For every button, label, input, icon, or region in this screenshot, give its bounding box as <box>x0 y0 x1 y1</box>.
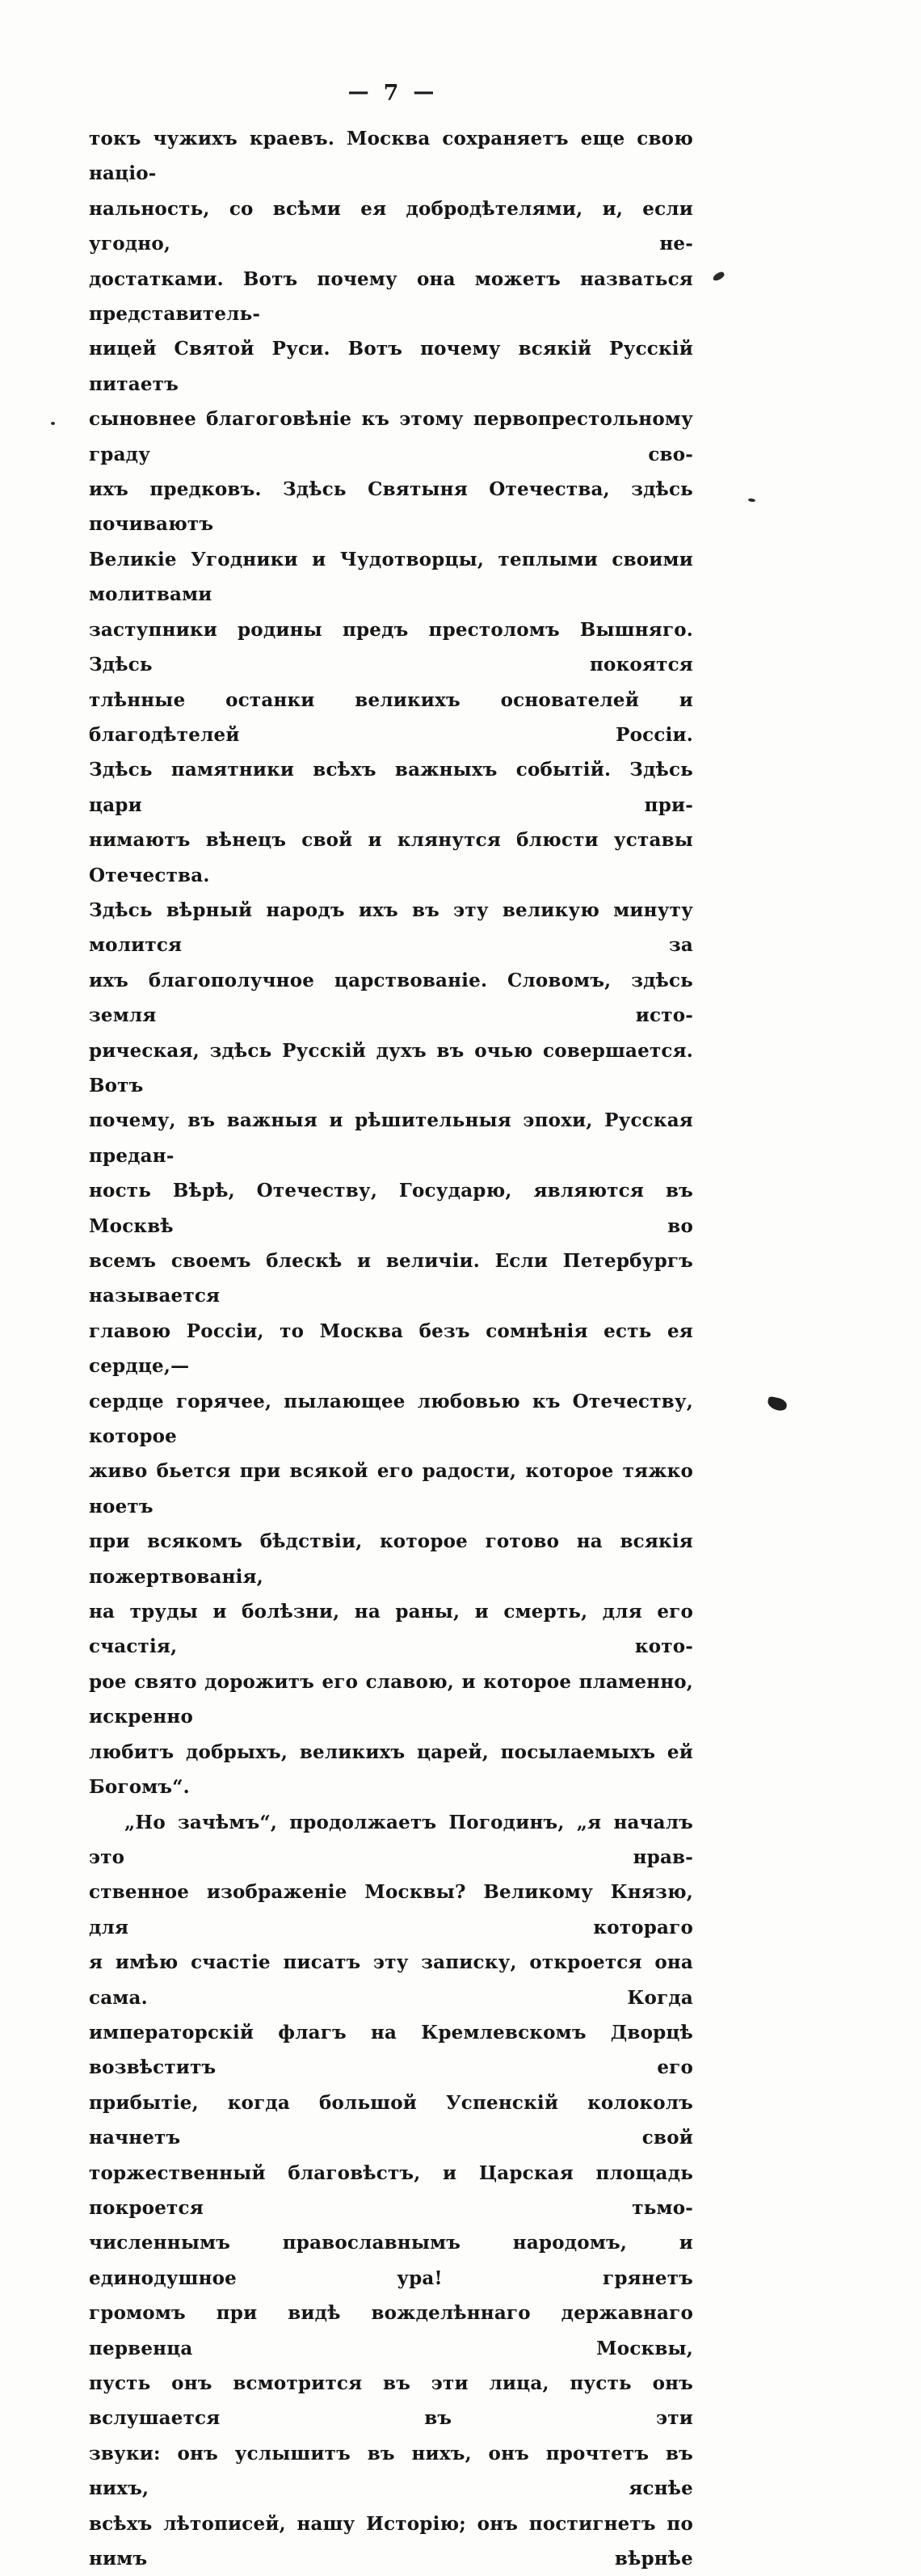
text-line: ницей Святой Руси. Вотъ почему всякій Русскій питаетъ <box>89 338 693 395</box>
text-line: ность Вѣрѣ, Отечеству, Государю, являются въ Москвѣ во <box>89 1180 693 1237</box>
text-line: сердце горячее, пылающее любовью къ Отечеству, которое <box>89 1390 693 1448</box>
ink-speck <box>767 1396 789 1412</box>
text-line: заступники родины предъ престоломъ Вышняго. Здѣсь покоятся <box>89 618 693 676</box>
text-line: главою Россіи, то Москва безъ сомнѣнія есть ея сердце,— <box>89 1320 693 1378</box>
text-line: всемъ своемъ блескѣ и величіи. Если Петербургъ называется <box>89 1250 693 1307</box>
ink-speck <box>712 271 725 282</box>
text-line: громомъ при видѣ вожделѣннаго державнаго первенца Москвы, <box>89 2302 693 2359</box>
text-line: нальность, со всѣми ея добродѣтелями, и, если угодно, не- <box>89 197 693 255</box>
text-line: почему, въ важныя и рѣшительныя эпохи, Русская предан- <box>89 1109 693 1167</box>
text-line: рическая, здѣсь Русскій духъ въ очью совершается. Вотъ <box>89 1039 693 1096</box>
header-right-dash: — <box>413 80 435 104</box>
text-line: торжественный благовѣстъ, и Царская площадь покроется тьмо- <box>89 2161 693 2219</box>
text-line: при всякомъ бѣдствіи, которое готово на всякія пожертвованія, <box>89 1530 693 1588</box>
text-line: ихъ благополучное царствованіе. Словомъ, здѣсь земля исто- <box>89 969 693 1027</box>
ink-speck <box>51 422 55 425</box>
text-line: живо бьется при всякой его радости, которое тяжко ноетъ <box>89 1460 693 1517</box>
text-line: рое свято дорожитъ его славою, и которое пламенно, искренно <box>89 1670 693 1728</box>
text-line: ственное изображеніе Москвы? Великому Князю, для котораго <box>89 1881 693 1938</box>
text-line: токъ чужихъ краевъ. Москва сохраняетъ еще свою націо- <box>89 128 693 185</box>
text-line: на труды и болѣзни, на раны, и смерть, для его счастія, кото- <box>89 1601 693 1658</box>
text-line: Здѣсь вѣрный народъ ихъ въ эту великую минуту молится за <box>89 899 693 957</box>
page-header <box>89 81 693 106</box>
text-line: достатками. Вотъ почему она можетъ назваться представитель- <box>89 267 693 326</box>
text-line: численнымъ православнымъ народомъ, и единодушное ура! грянетъ <box>89 2232 693 2289</box>
text-line: нимаютъ вѣнецъ свой и клянутся блюсти уставы Отечества. <box>89 829 693 886</box>
ink-speck <box>748 498 755 502</box>
header-left-dash: — <box>347 80 369 104</box>
text-line: тлѣнные останки великихъ основателей и благодѣтелей Россіи. <box>89 688 693 746</box>
text-line: пусть онъ всмотрится въ эти лица, пусть онъ вслушается въ эти <box>89 2372 693 2430</box>
text-line: прибытіе, когда большой Успенскій колоколъ начнетъ свой <box>89 2091 693 2149</box>
page-number: 7 <box>383 81 399 106</box>
text-line: всѣхъ лѣтописей, нашу Исторію; онъ постигнетъ по нимъ вѣрнѣе <box>89 2512 693 2570</box>
text-line: Великіе Угодники и Чудотворцы, теплыми своими молитвами <box>89 548 693 606</box>
text-line: звуки: онъ услышитъ въ нихъ, онъ прочтетъ въ нихъ, яснѣе <box>89 2442 693 2500</box>
page-text <box>89 121 693 2576</box>
text-line: Здѣсь памятники всѣхъ важныхъ событій. Здѣсь цари при- <box>89 759 693 816</box>
text-line-paragraph-start: „Но зачѣмъ“, продолжаетъ Погодинъ, „я началъ это нрав- <box>89 1811 693 1868</box>
text-line: императорскій флагъ на Кремлевскомъ Дворцѣ возвѣститъ его <box>89 2021 693 2079</box>
text-line: любитъ добрыхъ, великихъ царей, посылаемыхъ ей Богомъ“. <box>89 1740 693 1799</box>
text-line: я имѣю счастіе писатъ эту записку, откроется она сама. Когда <box>89 1951 693 2009</box>
text-line: ихъ предковъ. Здѣсь Святыня Отечества, здѣсь почиваютъ <box>89 478 693 536</box>
text-line: сыновнее благоговѣніе къ этому первопрестольному граду сво- <box>89 408 693 465</box>
